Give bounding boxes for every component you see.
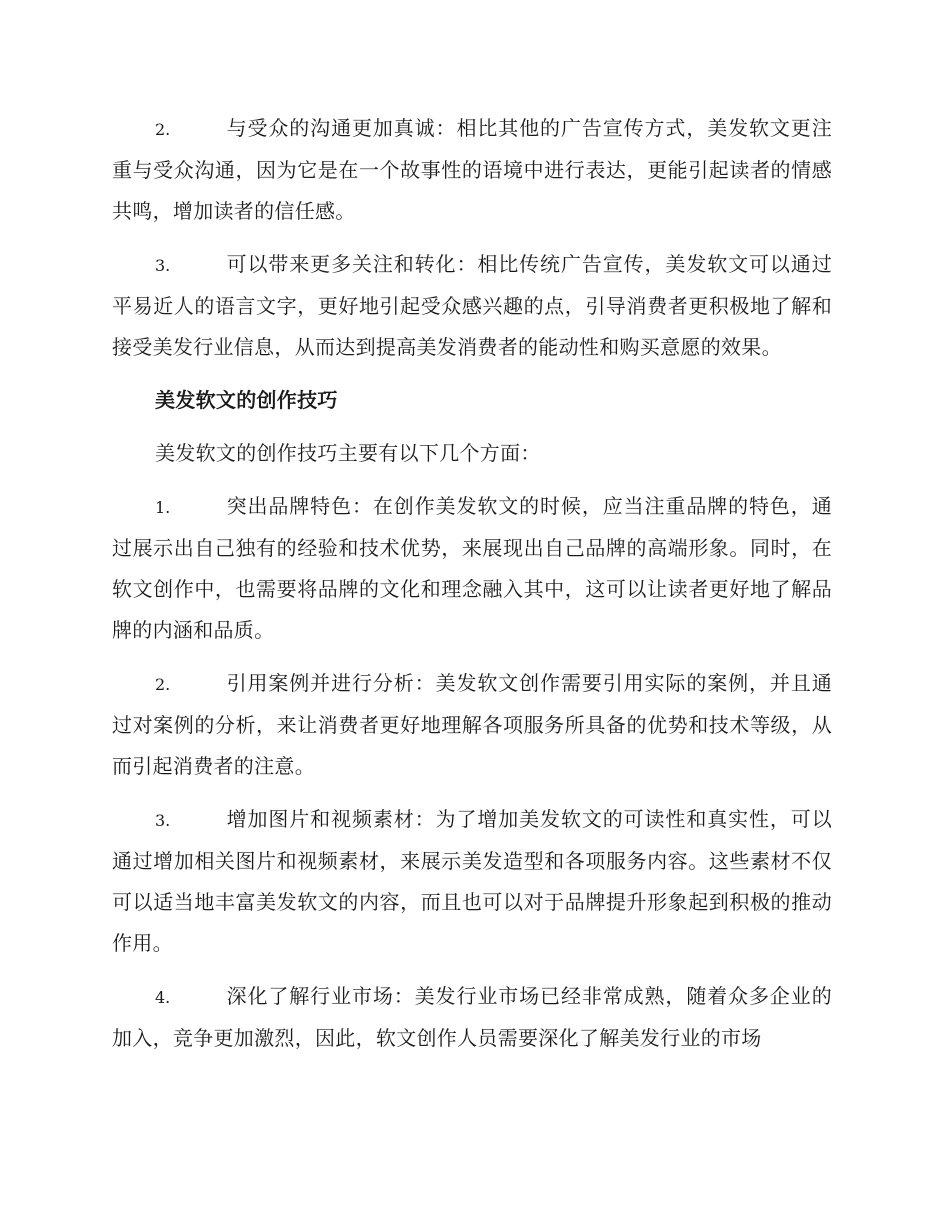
document-page [112,108,832,1071]
list-item [112,799,832,964]
list-number: 3. [155,811,171,830]
section-intro: 美发软文的创作技巧主要有以下几个方面： [155,441,541,465]
list-number: 2. [155,120,171,139]
list-item [112,976,832,1059]
list-item-text: 深化了解行业市场：美发行业市场已经非常成熟，随着众多企业的加入，竞争更加激烈，因此，软文创作人员需要深化了解美发行业的市场 [112,984,832,1050]
list-item-text: 突出品牌特色：在创作美发软文的时候，应当注重品牌的特色，通过展示出自己独有的经验和技术优势，来展现出自己品牌的高端形象。同时，在软文创作中，也需要将品牌的文化和理念融入其中，这可以让读者更好地了解品牌的内涵和品质。 [112,494,832,642]
list-number: 3. [155,256,171,275]
list-item-text: 引用案例并进行分析：美发软文创作需要引用实际的案例，并且通过对案例的分析，来让消费者更好地理解各项服务所具备的优势和技术等级，从而引起消费者的注意。 [112,671,832,778]
list-number: 2. [155,675,171,694]
list-item-text: 增加图片和视频素材：为了增加美发软文的可读性和真实性，可以通过增加相关图片和视频素材，来展示美发造型和各项服务内容。这些素材不仅可以适当地丰富美发软文的内容，而且也可以对于品牌提升形象起到积极的推动作用。 [112,807,832,955]
list-item [112,108,832,232]
section-heading: 美发软文的创作技巧 [155,388,338,412]
list-item [112,663,832,787]
list-item-text: 可以带来更多关注和转化：相比传统广告宣传，美发软文可以通过平易近人的语言文字，更好地引起受众感兴趣的点，引导消费者更积极地了解和接受美发行业信息，从而达到提高美发消费者的能动性和购买意愿的效果。 [112,252,832,359]
list-item-text: 与受众的沟通更加真诚：相比其他的广告宣传方式，美发软文更注重与受众沟通，因为它是在一个故事性的语境中进行表达，更能引起读者的情感共鸣，增加读者的信任感。 [112,116,832,223]
list-item [112,486,832,651]
list-number: 1. [155,498,171,517]
list-item [112,244,832,368]
list-number: 4. [155,988,171,1007]
